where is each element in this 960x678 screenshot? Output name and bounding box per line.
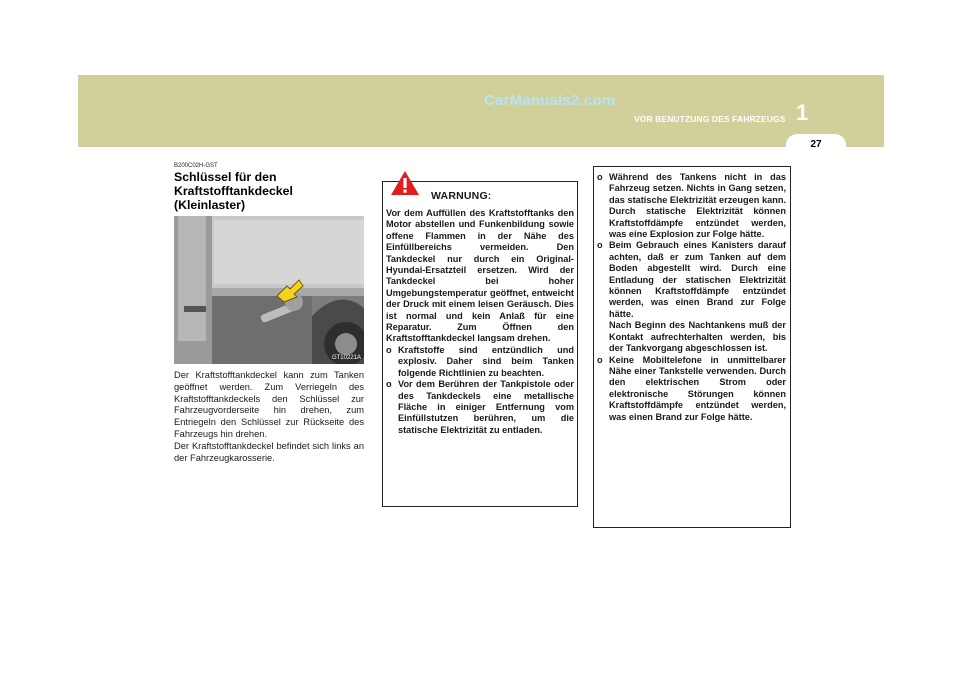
- warning-box: [382, 181, 578, 507]
- section-title-line: Schlüssel für den: [174, 170, 277, 184]
- page-number: 27: [810, 139, 822, 150]
- body-text: Der Kraftstofftankdeckel kann zum Tanken geöffnet werden. Zum Verriegeln des Kraftstofftankdeckels den Schlüssel zur Fahrzeugvorderseite hin drehen, zum Entriegeln den Schlüssel zur Rückseite des Fahrzeugs hin drehen.: [174, 370, 364, 439]
- bullet-mark: o: [597, 172, 603, 182]
- warning-bullet: [386, 379, 574, 436]
- bullet-text: Vor dem Berühren der Tankpistole oder des Tankdeckels eine metallische Fläche in einiger Entfernung vom Einfüllstutzen berühren, um die statische Elektrizität zu entladen.: [398, 379, 574, 435]
- left-column: [174, 163, 364, 464]
- header-band: [78, 75, 884, 147]
- bullet-text: Keine Mobiltelefone in unmittelbarer Nähe einer Tankstelle verwenden. Durch den elektrischen Strom oder elektronische Störungen können Kraftstoffdämpfe entzündet werden, was einen Brand zur Folge hätte.: [609, 354, 786, 422]
- chapter-label: VOR BENUTZUNG DES FAHRZEUGS: [634, 114, 786, 124]
- bullet-text: Während des Tankens nicht in das Fahrzeug setzen. Nichts in Gang setzen, das statische Elektrizität erzeugen kann. Durch statische Elektrizität können Kraftstoffdämpfe entzündet werden, was eine Explosion zur Folge hätte.: [609, 172, 786, 240]
- right-warning-box: [593, 166, 791, 528]
- section-title-line: Kraftstofftankdeckel: [174, 184, 293, 198]
- right-bullet: [597, 172, 786, 240]
- warning-text: Vor dem Auffüllen des Kraftstofftanks den Motor abstellen und Funkenbildung sowie offene Flammen in der Nähe des Einfüllbereichs vermeiden. Den Tankdeckel nur durch ein Original-Hyundai-Ersatzteil ersetzen. Wird der Tankdeckel bei hoher Umgebungstemperatur geöffnet, entweicht der Druck mit einem leisen Geräusch. Dies ist normal und kein Anlaß für eine Reparatur. Zum Öffnen den Kraftstofftankdeckel langsam drehen.: [386, 208, 574, 344]
- section-title: [174, 170, 364, 212]
- warning-title: WARNUNG:: [431, 190, 492, 202]
- section-code: B200C02H-GST: [174, 163, 218, 169]
- bullet-text: Nach Beginn des Nachtankens muß der Kontakt aufrechterhalten werden, bis der Tankvorgang abgeschlossen ist.: [609, 320, 786, 354]
- fuel-cap-figure: [174, 216, 364, 364]
- right-bullet: [597, 240, 786, 320]
- truck-fuel-cap-illustration: [174, 216, 364, 364]
- bullet-text: Beim Gebrauch eines Kanisters darauf achten, daß er zum Tanken auf dem Boden abgestellt wird. Durch eine Entladung der statischen Elektrizität können Kraftstoffdämpfe entzündet werden, was einen Brand zur Folge hätte.: [609, 240, 786, 319]
- bullet-mark: o: [386, 344, 392, 355]
- warning-bullet: [386, 345, 574, 379]
- body-text-2: Der Kraftstofftankdeckel befindet sich links an der Fahrzeugkarosserie.: [174, 440, 364, 463]
- bullet-text: Kraftstoffe sind entzündlich und explosiv. Daher sind beim Tanken folgende Richtlinien zu beachten.: [398, 344, 574, 378]
- chapter-number: 1: [796, 100, 809, 125]
- bullet-mark: [597, 320, 609, 354]
- right-bullet: [597, 355, 786, 423]
- section-title-line: (Kleinlaster): [174, 198, 246, 212]
- bullet-mark: o: [386, 379, 392, 390]
- figure-caption: GT10221A: [331, 355, 361, 361]
- warning-exclamation-icon: [390, 170, 420, 196]
- bullet-mark: o: [597, 354, 603, 365]
- right-bullet: [597, 320, 786, 354]
- bullet-mark: o: [597, 240, 603, 251]
- site-logo[interactable]: CarManuals2.com: [484, 92, 616, 109]
